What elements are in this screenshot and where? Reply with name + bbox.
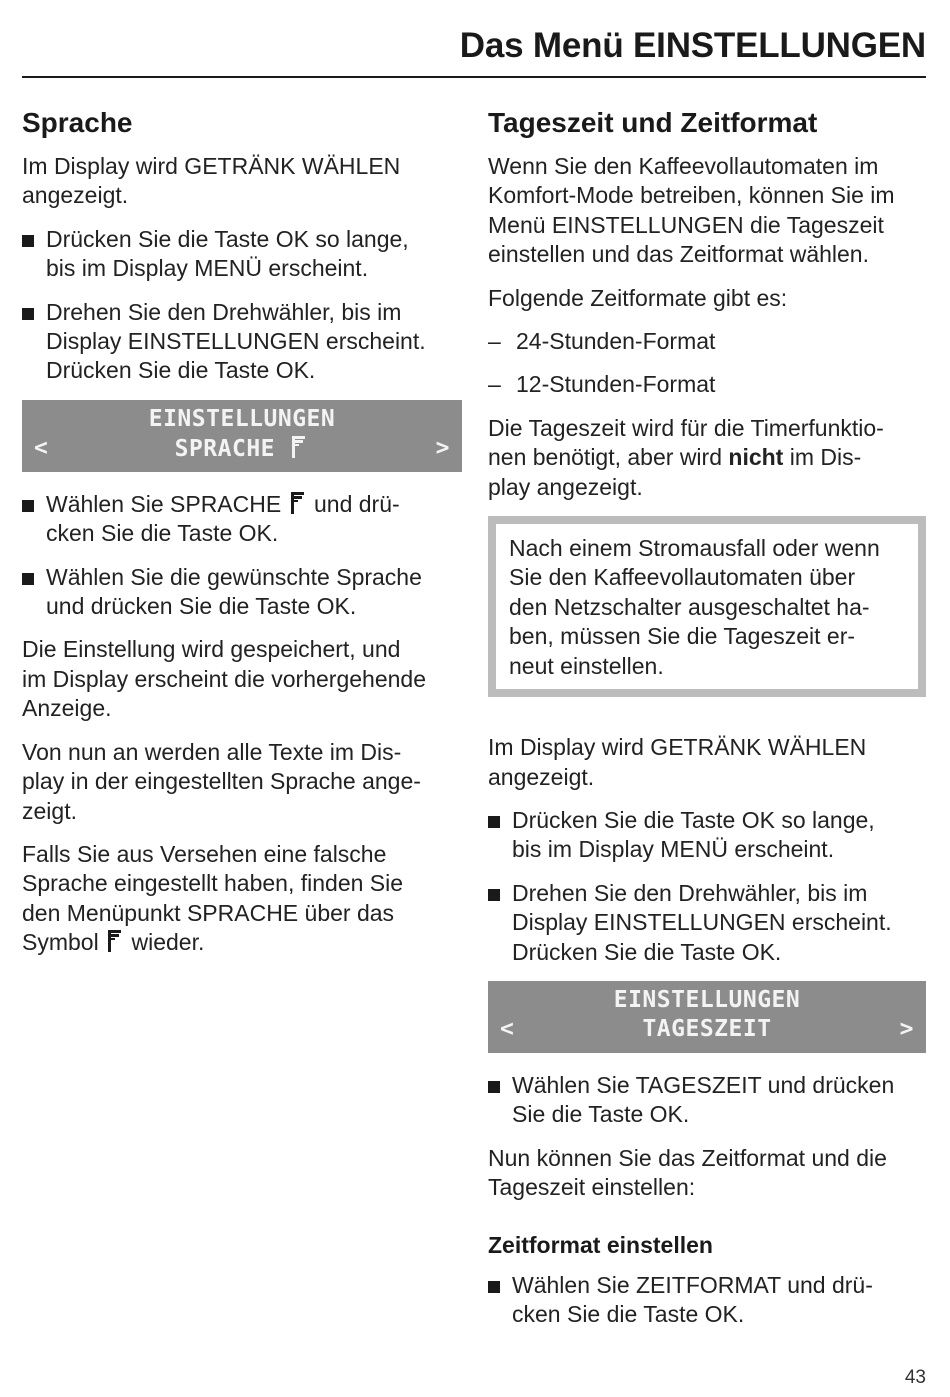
arrow-left-icon: <: [500, 1015, 515, 1042]
dash-marker: –: [488, 371, 501, 398]
display-line-1: EINSTELLUNGEN: [613, 986, 801, 1013]
bullet-item: Drehen Sie den Drehwähler, bis im Display EINSTELLUNGEN erscheint. Drücken Sie die Taste OK.: [488, 879, 926, 967]
note-box: [488, 516, 926, 697]
display-panel-tageszeit: [488, 981, 926, 1053]
emphasis-text: nicht: [728, 444, 784, 471]
paragraph: Im Display wird GETRÄNK WÄHLEN angezeigt.: [22, 153, 401, 209]
subheading-zeitformat: Zeitformat einstellen: [488, 1231, 713, 1258]
bullet-square-icon: [488, 1081, 500, 1093]
left-column: [22, 100, 462, 972]
bullet-item: Wählen Sie TAGESZEIT und drücken Sie die Taste OK.: [488, 1071, 926, 1130]
display-line-2: TAGESZEIT: [642, 1015, 772, 1042]
display-line-1: EINSTELLUNGEN: [148, 405, 336, 432]
flag-icon: [291, 491, 305, 515]
paragraph: Falls Sie aus Versehen eine falsche Sprache eingestellt haben, finden Sie den Menüpunkt SPRACHE über das Symbol wieder.: [22, 840, 404, 956]
bullet-item: Drücken Sie die Taste OK so lange, bis im Display MENÜ erscheint.: [488, 806, 926, 865]
right-column: [488, 100, 926, 1343]
bullet-square-icon: [22, 573, 34, 585]
paragraph: Nun können Sie das Zeitformat und die Tageszeit einstellen:: [488, 1144, 887, 1201]
bullet-item: Wählen Sie ZEITFORMAT und drü- cken Sie die Taste OK.: [488, 1271, 926, 1330]
flag-icon: [108, 929, 122, 953]
page-title: Das Menü EINSTELLUNGEN: [459, 26, 926, 65]
section-heading-sprache: Sprache: [22, 107, 133, 138]
display-panel-sprache: [22, 400, 462, 472]
bullet-square-icon: [488, 1281, 500, 1293]
arrow-right-icon: >: [899, 1015, 914, 1042]
bullet-square-icon: [22, 308, 34, 320]
bullet-square-icon: [22, 235, 34, 247]
header-divider: [22, 76, 926, 78]
paragraph: Folgende Zeitformate gibt es:: [488, 284, 788, 311]
bullet-square-icon: [488, 889, 500, 901]
flag-icon: [292, 435, 306, 459]
bullet-square-icon: [488, 816, 500, 828]
note-text: Nach einem Stromausfall oder wenn Sie den Kaffeevollautomaten über den Netzschalter ausgeschaltet ha- ben, müssen Sie die Tageszeit er- neut einstellen.: [509, 535, 880, 679]
list-item: – 12-Stunden-Format: [488, 370, 926, 399]
dash-marker: –: [488, 328, 501, 355]
arrow-left-icon: <: [34, 434, 49, 461]
bullet-item: Wählen Sie SPRACHE und drü- cken Sie die Taste OK.: [22, 490, 462, 549]
bullet-square-icon: [22, 500, 34, 512]
display-line-2: SPRACHE: [22, 435, 462, 462]
paragraph: Wenn Sie den Kaffeevollautomaten im Komfort-Mode betreiben, können Sie im Menü EINSTELLUNGEN die Tageszeit einstellen und das Zeitformat wählen.: [488, 153, 895, 268]
paragraph: Die Einstellung wird gespeichert, und im Display erscheint die vorhergehende Anzeige.: [22, 636, 426, 722]
list-item: – 24-Stunden-Format: [488, 327, 926, 356]
paragraph: Von nun an werden alle Texte im Dis- play in der eingestellten Sprache ange- zeigt.: [22, 738, 421, 824]
page-number: 43: [904, 1367, 926, 1388]
bullet-item: Wählen Sie die gewünschte Sprache und drücken Sie die Taste OK.: [22, 563, 462, 622]
section-heading-tageszeit: Tageszeit und Zeitformat: [488, 107, 818, 138]
paragraph: Die Tageszeit wird für die Timerfunktio- nen benötigt, aber wird nicht im Dis- play angezeigt.: [488, 414, 884, 500]
bullet-item: Drücken Sie die Taste OK so lange, bis im Display MENÜ erscheint.: [22, 225, 462, 284]
paragraph: Im Display wird GETRÄNK WÄHLEN angezeigt.: [488, 734, 867, 790]
arrow-right-icon: >: [435, 434, 450, 461]
bullet-item: Drehen Sie den Drehwähler, bis im Display EINSTELLUNGEN erscheint. Drücken Sie die Taste OK.: [22, 298, 462, 386]
